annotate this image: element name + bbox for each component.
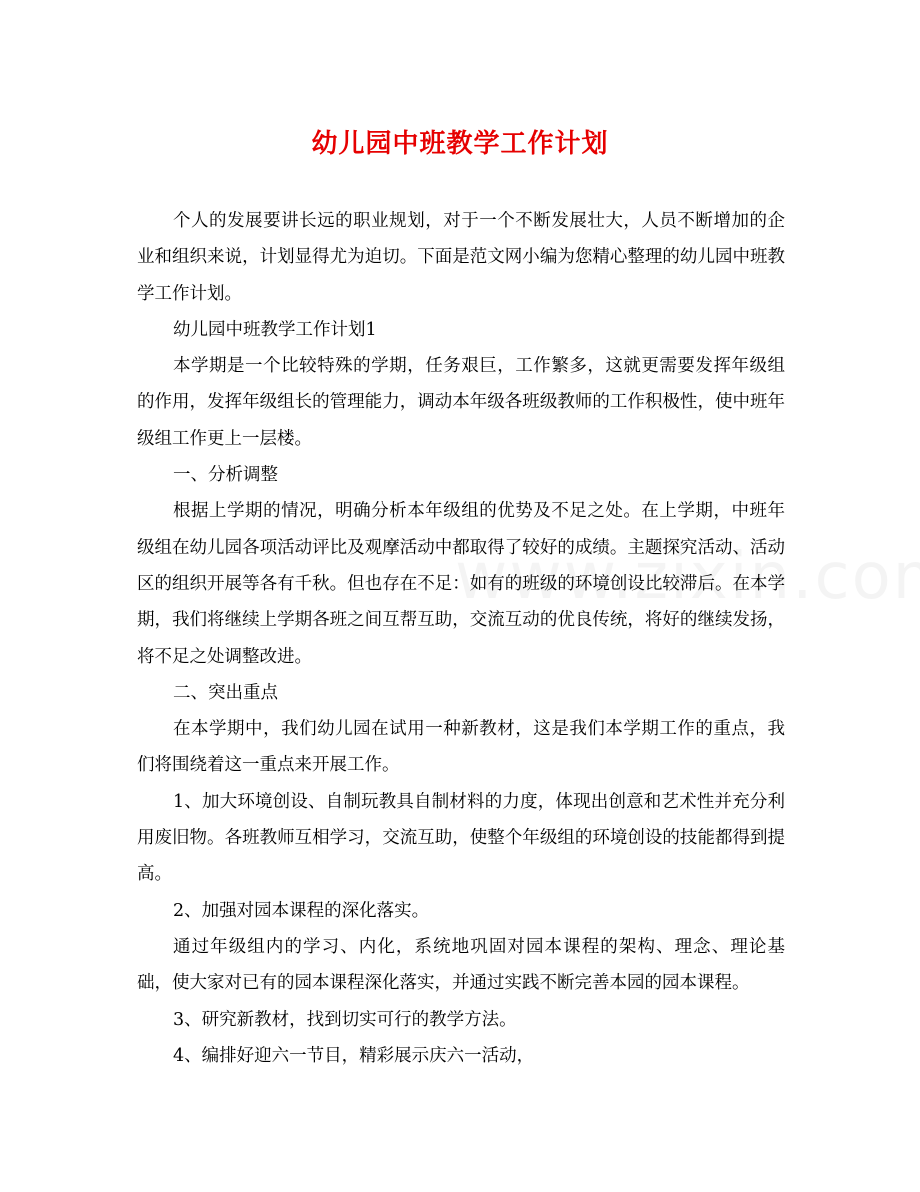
list-item-1: 1、加大环境创设、自制玩教具自制材料的力度，体现出创意和艺术性并充分利用废旧物。各班教师互相学习，交流互助，使整个年级组的环境创设的技能都得到提高。: [137, 791, 785, 885]
section-heading-analysis: 一、分析调整: [173, 465, 278, 486]
document-body: [137, 203, 785, 1074]
document-title: 幼儿园中班教学工作计划: [311, 129, 609, 159]
paragraph-focus: 在本学期中，我们幼儿园在试用一种新教材，这是我们本学期工作的重点，我们将围绕着这一重点来开展工作。: [137, 719, 785, 776]
paragraph-curriculum: 通过年级组内的学习、内化，系统地巩固对园本课程的架构、理念、理论基础，使大家对已有的园本课程深化落实，并通过实践不断完善本园的园本课程。: [137, 936, 785, 994]
list-item-2: 2、加强对园本课程的深化落实。: [173, 900, 430, 921]
paragraph-semester-overview: 本学期是一个比较特殊的学期，任务艰巨，工作繁多，这就更需要发挥年级组的作用，发挥年级组长的管理能力，调动本年级各班级教师的工作积极性，使中班年级组工作更上一层楼。: [137, 356, 785, 449]
list-item-3: 3、研究新教材，找到切实可行的教学方法。: [173, 1009, 517, 1030]
paragraph-intro: 个人的发展要讲长远的职业规划，对于一个不断发展壮大，人员不断增加的企业和组织来说，计划显得尤为迫切。下面是范文网小编为您精心整理的幼儿园中班教学工作计划。: [137, 211, 785, 304]
section-heading-focus: 二、突出重点: [173, 682, 278, 703]
paragraph-analysis: 根据上学期的情况，明确分析本年级组的优势及不足之处。在上学期，中班年级组在幼儿园各项活动评比及观摩活动中都取得了较好的成绩。主题探究活动、活动区的组织开展等各有千秋。但也存在不足：如有的班级的环境创设比较滞后。在本学期，我们将继续上学期各班之间互帮互助，交流互动的优良传统，将好的继续发扬，将不足之处调整改进。: [137, 501, 785, 667]
paragraph-plan-heading: 幼儿园中班教学工作计划1: [173, 319, 377, 340]
list-item-4: 4、编排好迎六一节目，精彩展示庆六一活动，: [173, 1045, 535, 1066]
